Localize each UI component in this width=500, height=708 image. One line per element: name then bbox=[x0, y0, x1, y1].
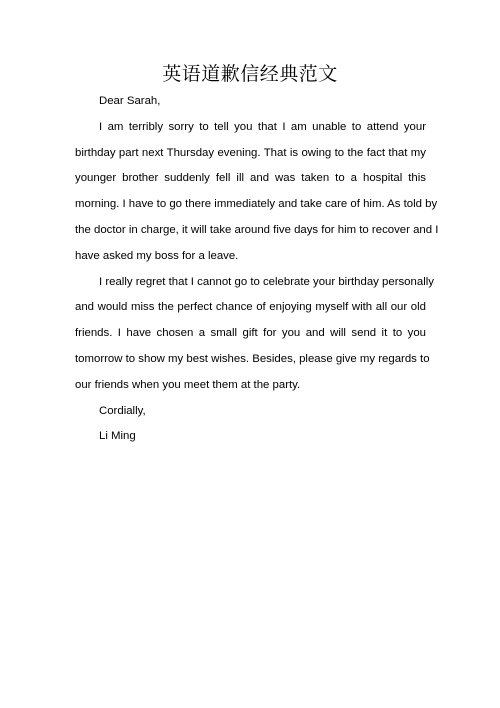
paragraph-1-line-2: birthday part next Thursday evening. That is owing to the fact that my bbox=[75, 146, 426, 159]
closing: Cordially, bbox=[99, 404, 146, 417]
paragraph-2-line-1: I really regret that I cannot go to celebrate your birthday personally bbox=[99, 275, 434, 288]
paragraph-2-line-5: our friends when you meet them at the party. bbox=[75, 378, 301, 391]
paragraph-1-line-1: I am terribly sorry to tell you that I am unable to attend your bbox=[99, 120, 426, 133]
signature: Li Ming bbox=[99, 430, 136, 443]
paragraph-2-line-2: and would miss the perfect chance of enjoying myself with all our old bbox=[75, 301, 426, 314]
salutation: Dear Sarah, bbox=[99, 95, 161, 107]
paragraph-1-line-6: have asked my boss for a leave. bbox=[75, 249, 239, 262]
document-title: 英语道歉信经典范文 bbox=[162, 63, 338, 85]
paragraph-2-line-4: tomorrow to show my best wishes. Besides, please give my regards to bbox=[75, 352, 430, 365]
paragraph-2-line-3: friends. I have chosen a small gift for you and will send it to you bbox=[75, 327, 426, 340]
paragraph-1-line-4: morning. I have to go there immediately and take care of him. As told by bbox=[75, 198, 438, 211]
letter-body bbox=[75, 89, 439, 450]
paragraph-1-line-3: younger brother suddenly fell ill and was taken to a hospital this bbox=[75, 172, 426, 185]
paragraph-1-line-5: the doctor in charge, it will take around five days for him to recover and I bbox=[75, 223, 439, 236]
